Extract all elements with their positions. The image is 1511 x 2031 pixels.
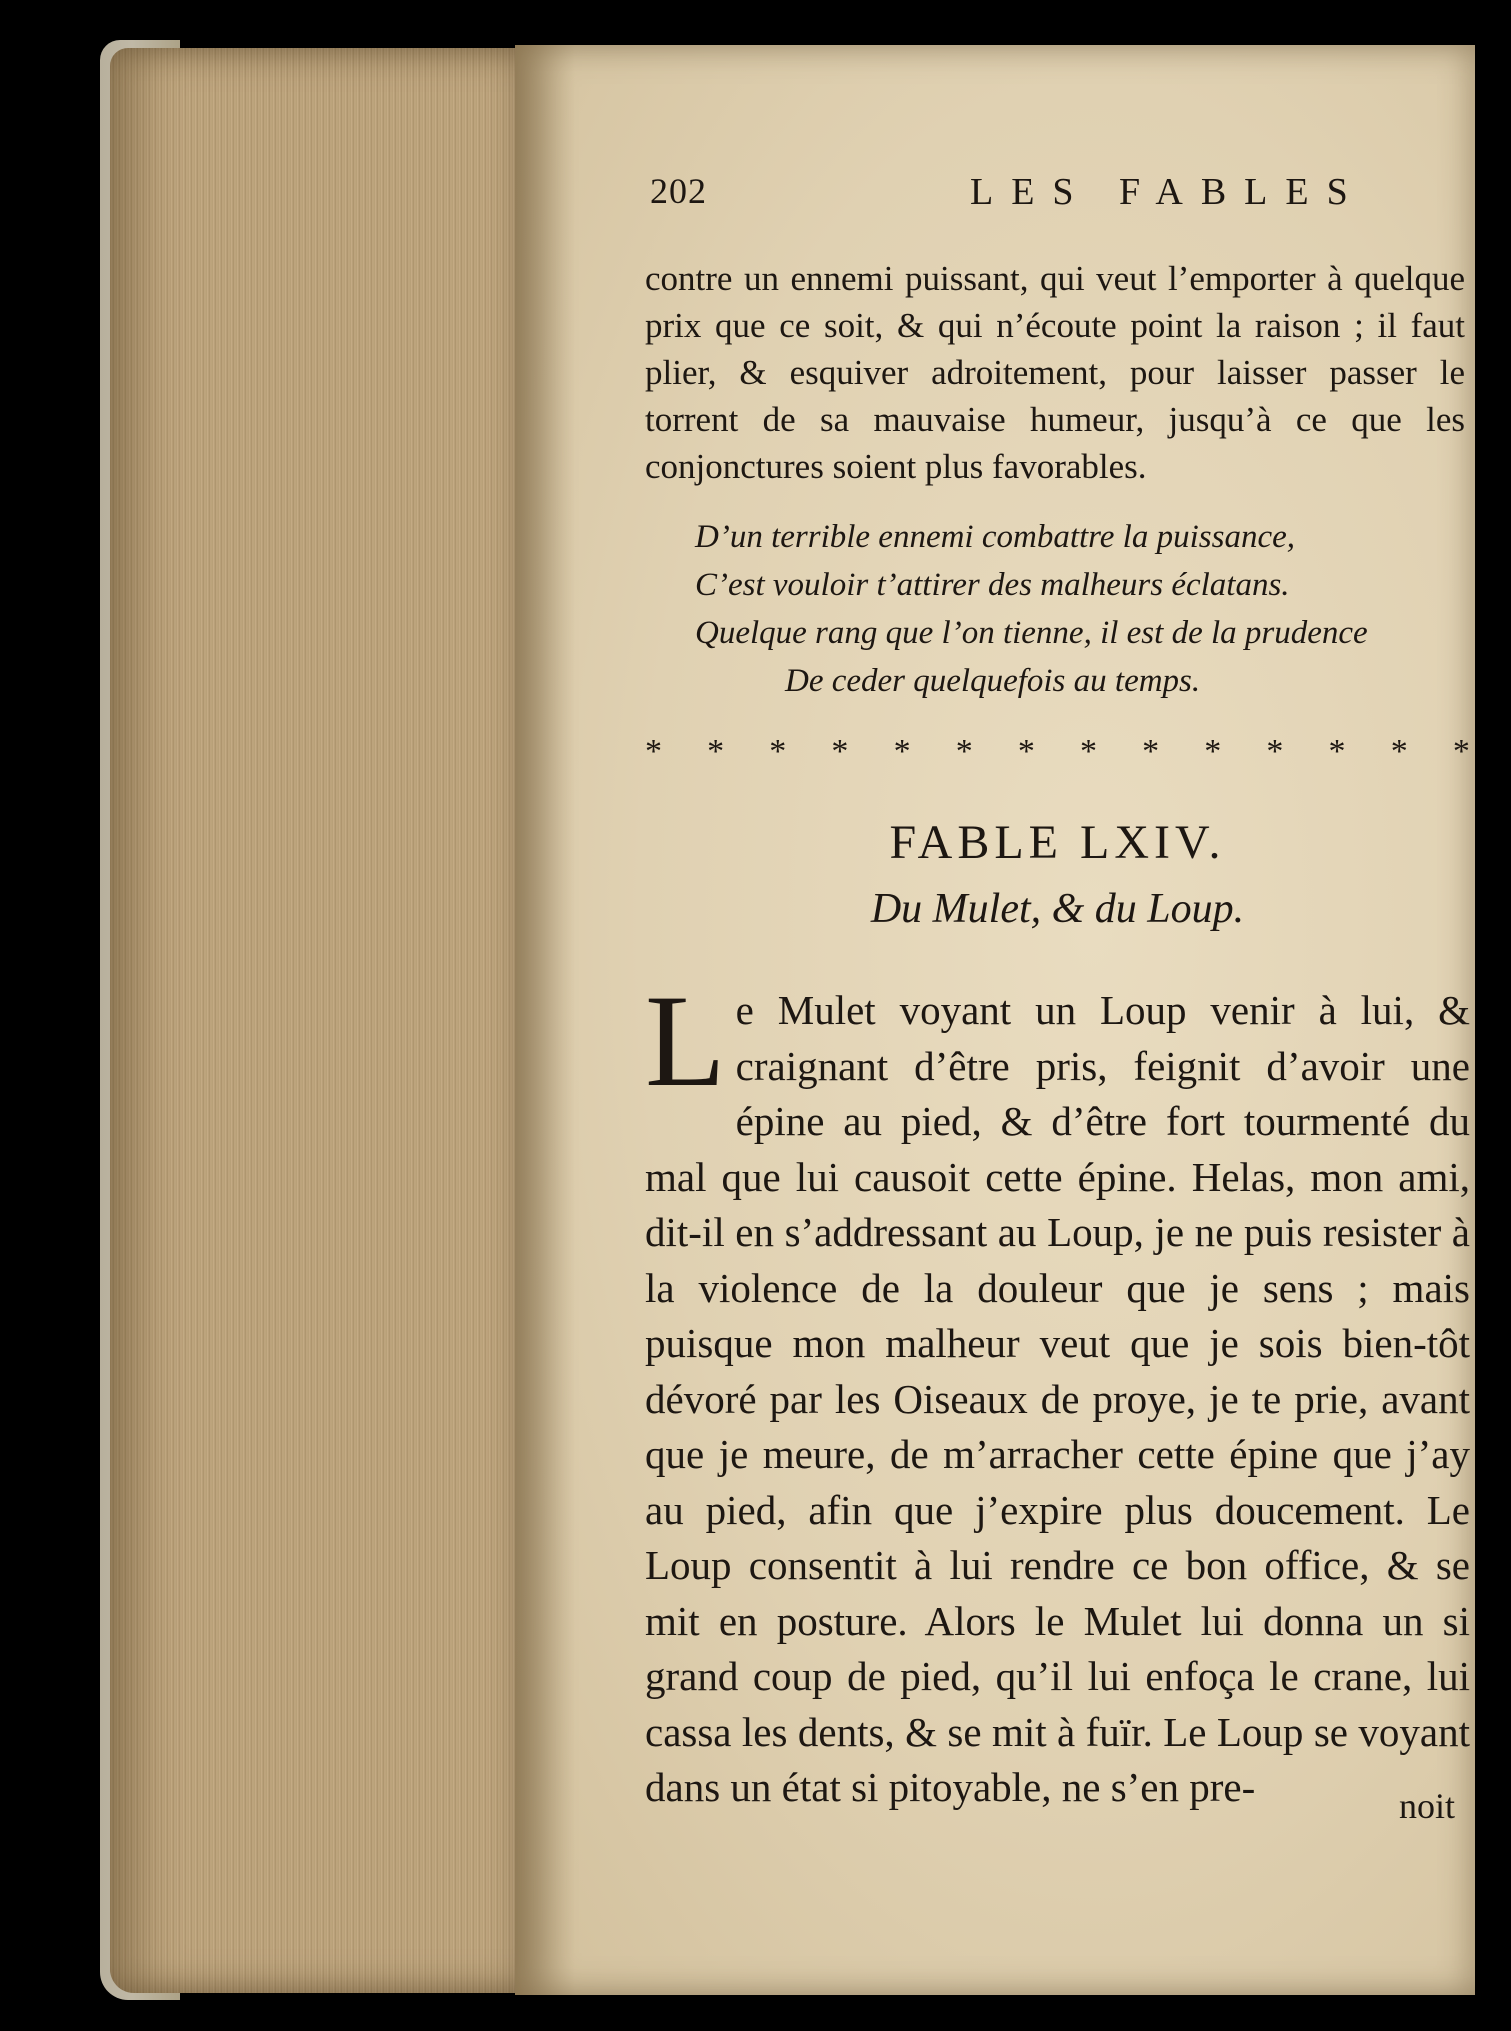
catchword: noit <box>1398 1786 1455 1826</box>
asterisk-ornament: * <box>707 733 725 770</box>
running-head <box>650 170 1470 220</box>
asterisk-ornament: * <box>769 733 787 770</box>
fable-title: Du Mulet, & du Loup. <box>870 886 1245 932</box>
asterisk-ornament: * <box>1017 733 1035 770</box>
page-edges <box>110 48 530 1993</box>
fable-body <box>645 967 1470 1816</box>
verse-line: De ceder quelquefois au temps. <box>785 663 1201 699</box>
verse-line: D’un terrible ennemi combattre la puissance, <box>695 519 1295 555</box>
asterisk-ornament-row <box>645 733 1470 771</box>
asterisk-ornament: * <box>1452 733 1470 770</box>
asterisk-ornament: * <box>1204 733 1222 770</box>
asterisk-ornament: * <box>1390 733 1408 770</box>
fable-body-text: e Mulet voyant un Loup venir à lui, & craignant d’être pris, feignit d’avoir une épine au pied, & d’être fort tourmenté du mal que lui causoit cette épine. Helas, mon ami, dit-il en s’addressant au Loup, je ne puis resister à la violence de la douleur que je sens ; mais puisque mon malheur veut que je sois bien-tôt dévoré par les Oiseaux de proye, je te prie, avant que je meure, de m’arracher cette épine que j’ay au pied, afin que j’expire plus doucement. Le Loup consentit à lui rendre ce bon office, & se mit en posture. Alors le Mulet lui donna un si grand coup de pied, qu’il lui enfoça le crane, lui cassa les dents, & se mit à fuïr. Le Loup se voyant dans un état si pitoyable, ne s’en pre- <box>645 987 1470 1810</box>
asterisk-ornament: * <box>955 733 973 770</box>
moral-prose-paragraph: contre un ennemi puissant, qui veut l’emporter à quelque prix que ce soit, & qui n’écoute point la raison ; il faut plier, & esquiver adroitement, pour laisser passer le torrent de sa mauvaise humeur, jusqu’à ce que les conjonctures soient plus favorables. <box>645 259 1465 486</box>
asterisk-ornament: * <box>831 733 849 770</box>
drop-cap: L <box>645 967 726 1114</box>
printed-page <box>515 45 1475 1995</box>
verse-moral <box>695 513 1475 705</box>
verse-line: C’est vouloir t’attirer des malheurs éclatans. <box>695 567 1290 603</box>
gutter-shadow <box>515 45 575 1995</box>
asterisk-ornament: * <box>1266 733 1284 770</box>
fable-number-heading: FABLE LXIV. <box>889 816 1226 869</box>
asterisk-ornament: * <box>1079 733 1097 770</box>
running-title: LES FABLES <box>970 171 1366 213</box>
verse-line: Quelque rang que l’on tienne, il est de la prudence <box>695 615 1368 651</box>
asterisk-ornament: * <box>645 733 662 770</box>
asterisk-ornament: * <box>1142 733 1160 770</box>
asterisk-ornament: * <box>893 733 911 770</box>
page-number: 202 <box>650 171 707 211</box>
asterisk-ornament: * <box>1328 733 1346 770</box>
